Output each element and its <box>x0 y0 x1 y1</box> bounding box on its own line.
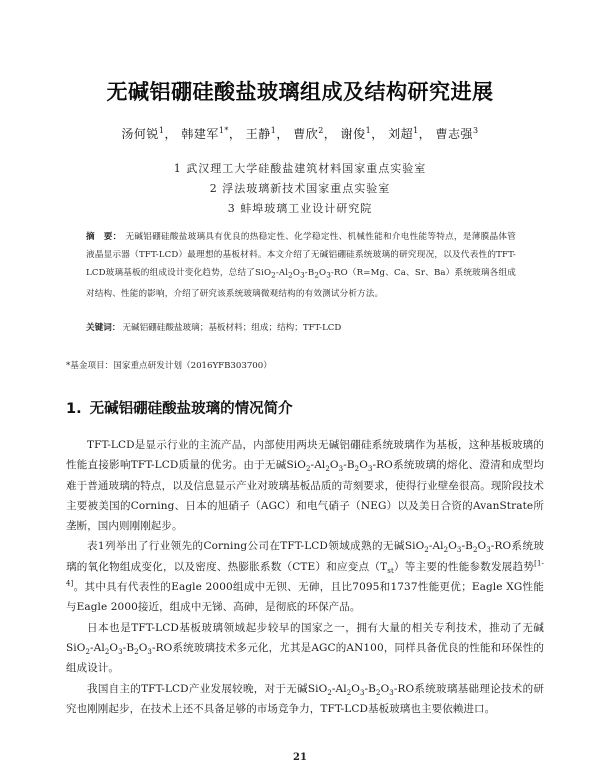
paragraph: 我国自主的TFT-LCD产业发展较晚，对于无碱$SiO_2-Al_2O_3-B_2O_3-RO$系统玻璃基础理论技术的研究也刚刚起步，在技术上还不具备足够的市场竞争力，TFT-LCD基板玻璃也主要依赖进口。 <box>66 682 544 715</box>
abstract-text: （R=Mg、Ca、Sr、Ba）系统玻璃各组成对结构、性能的影响，介绍了研究该系统玻璃微观结构的有效测试分析方法。 <box>86 268 516 299</box>
chemical-formula: $SiO_2-Al_2O_3-B_2O_3-RO$ <box>404 540 512 555</box>
author-list: 汤何锐$^1$， 韩建军$^{1*}$， 王静$^1$， 曹欣$^2$， 谢俊$^1$， 刘超$^1$， 曹志强$^3$ <box>121 126 479 141</box>
author-name: 韩建军 <box>181 127 219 141</box>
chemical-formula: $SiO_2-Al_2O_3-B_2O_3-RO$ <box>66 641 173 657</box>
section-heading <box>66 397 293 418</box>
citation: [1-4] <box>66 559 544 588</box>
chemical-formula: $SiO_2-Al_2O_3-B_2O_3-RO$ <box>255 268 348 280</box>
affiliation-3: 3 蚌埠玻璃工业设计研究院 <box>227 202 373 215</box>
author-affiliation-mark: 1 <box>413 126 419 135</box>
author-affiliation-mark: 2 <box>318 126 324 135</box>
author-affiliation-mark: 3 <box>473 126 479 135</box>
section-number: 1. <box>66 401 82 417</box>
author-name: 曹欣 <box>293 127 319 141</box>
keywords-text: 无碱铝硼硅酸盐玻璃；基板材料；组成；结构；TFT-LCD <box>122 323 342 333</box>
body-text <box>66 435 544 719</box>
author-name: 王静 <box>245 127 271 141</box>
keywords-label: 关键词： <box>86 323 121 333</box>
paragraph: 日本也是TFT-LCD基板玻璃领域起步较早的国家之一，拥有大量的相关专利技术，推动了无碱$SiO_2-Al_2O_3-B_2O_3-RO$系统玻璃技术多元化，尤其是AGC的AN100，同样具备优良的性能和环保性的组成设计。 <box>66 621 544 675</box>
paragraph: TFT-LCD是显示行业的主流产品，内部使用两块无碱铝硼硅系统玻璃作为基板，这种基板玻璃的性能直接影响TFT-LCD质量的优劣。由于无碱$SiO_2-Al_2O_3-B_2O_3-RO$系统玻璃的熔化、澄清和成型均难于普通玻璃的特点，以及信息显示产业对玻璃基板品质的苛刻要求，使得行业壁垒很高。现阶段技术主要被美国的Corning、日本的旭硝子（AGC）和电气硝子（NEG）以及美日合资的AvanStrate所垄断，国内则刚刚起步。 <box>66 439 544 533</box>
author-name: 谢俊 <box>340 127 366 141</box>
author-affiliation-mark: 1 <box>158 126 165 135</box>
author-affiliation-mark: 1 <box>270 126 277 135</box>
chemical-formula: $SiO_2-Al_2O_3-B_2O_3-RO$ <box>286 459 393 474</box>
author-name: 曹志强 <box>435 127 474 141</box>
abstract-label: 摘 要： <box>86 232 122 242</box>
chemical-formula: $SiO_2-Al_2O_3-B_2O_3-RO$ <box>307 682 415 697</box>
author-affiliation-mark: 1 <box>365 126 372 135</box>
affiliation-1: 1 武汉理工大学硅酸盐建筑材料国家重点实验室 <box>173 162 427 175</box>
paragraph: 表1列举出了行业领先的Corning公司在TFT-LCD领域成熟的无碱$SiO_2-Al_2O_3-B_2O_3-RO$系统玻璃的氧化物组成变化，以及密度、热膨胀系数（CTE）和应变点$(T_{st})$等主要的性能参数发展趋势[1-4]。其中具有代表性的Eagle 2000组成中无钡、无砷，且比7095和1737性能更优；Eagle XG性能与Eagle 2000接近，组成中无锑、高砷，是彻底的环保产品。 <box>66 540 544 614</box>
author-name: 汤何锐 <box>121 127 159 141</box>
paper-title: 无碱铝硼硅酸盐玻璃组成及结构研究进展 <box>106 80 494 104</box>
section-title: 无碱铝硼硅酸盐玻璃的情况简介 <box>89 401 293 417</box>
abstract <box>86 228 516 303</box>
author-affiliation-mark: 1* <box>218 126 229 135</box>
author-name: 刘超 <box>388 127 414 141</box>
affiliation-2: 2 浮法玻璃新技术国家重点实验室 <box>209 182 391 195</box>
keywords <box>86 321 516 333</box>
abstract-text: 无碱铝硼硅酸盐玻璃具有优良的热稳定性、化学稳定性、机械性能和介电性能等特点，是薄膜晶体管液晶显示器（TFT-LCD）最理想的基板材料。本文介绍了无碱铝硼硅系统玻璃的研究现况，以及代表性的TFT-LCD玻璃基板的组成设计变化趋势，总结了 <box>86 232 516 278</box>
funding-note: *基金项目：国家重点研发计划（2016YFB303700） <box>66 361 272 371</box>
page-number: 21 <box>293 752 307 763</box>
